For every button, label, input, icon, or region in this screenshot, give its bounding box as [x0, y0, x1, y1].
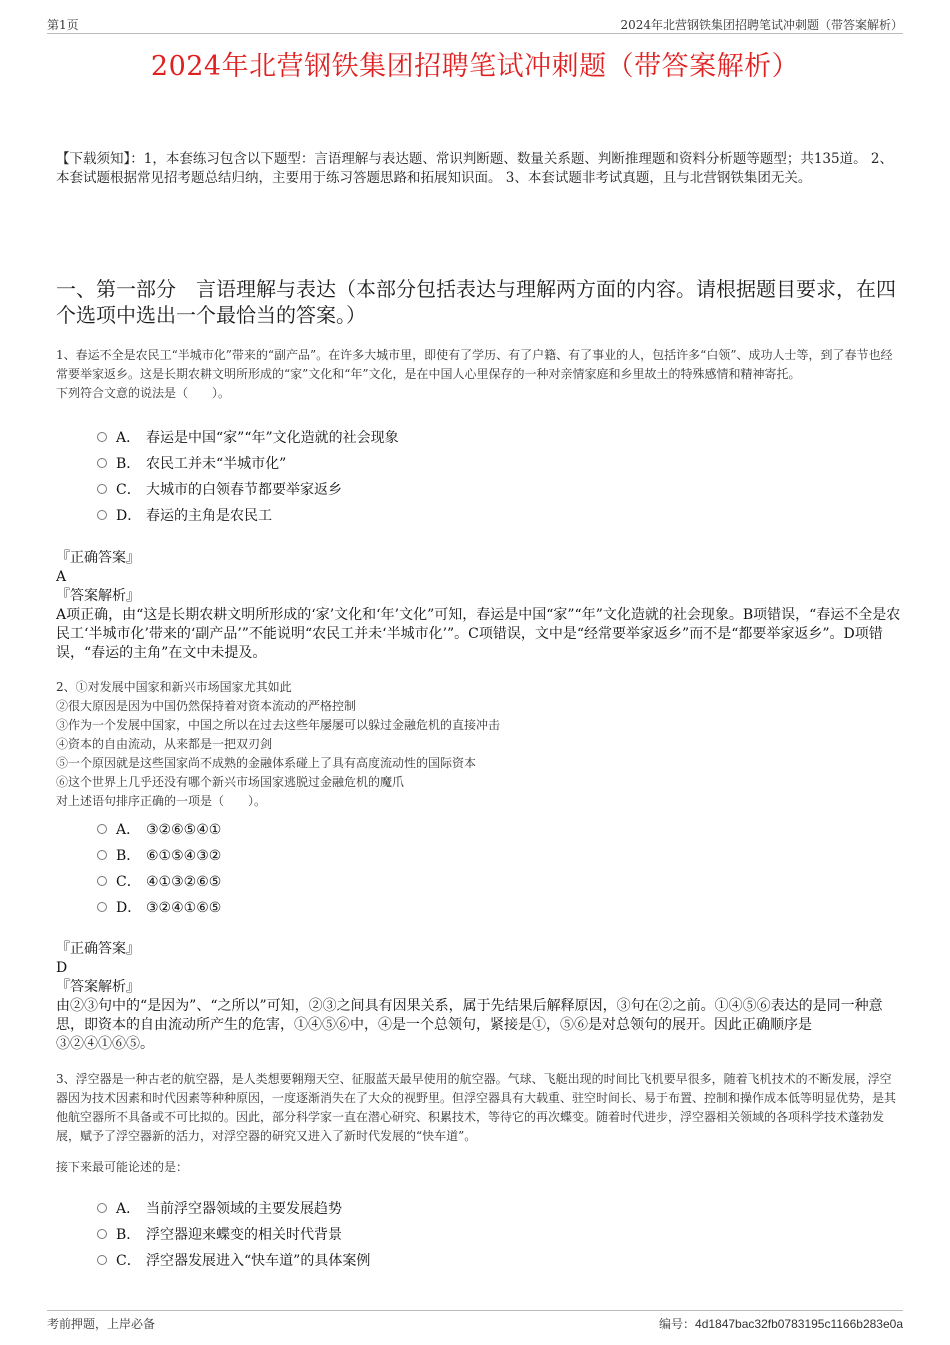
correct-answer: A	[56, 569, 67, 585]
option-b[interactable]: B． ⑥①⑤④③②	[97, 843, 221, 869]
question-3-text: 3、浮空器是一种古老的航空器，是人类想要翱翔天空、征服蓝天最早使用的航空器。气球、飞艇出现的时间比飞机要早很多，随着飞机技术的不断发展，浮空器因为技术因素和时代因素等种种原因，一度逐渐消失在了大众的视野里。但浮空器具有大载重、驻空时间长、易于布置、控制和操作成本低等明显优势，是其他航空器所不具备或不可比拟的。因此，部分科学家一直在潜心研究、积累技术，等待它的再次蝶变。随着时代进步，浮空器相关领域的各项科学技术蓬勃发展，赋予了浮空器新的活力，对浮空器的研究又进入了新时代发展的“快车道”。	[56, 1072, 897, 1143]
radio-icon[interactable]	[97, 510, 107, 520]
page-header	[47, 14, 903, 34]
section-heading: 一、第一部分 言语理解与表达（本部分包括表达与理解两方面的内容。请根据题目要求，在四个选项中选出一个最恰当的答案。）	[56, 277, 896, 327]
page-number: 第1页	[47, 18, 79, 32]
option-d[interactable]: D． ③②④①⑥⑤	[97, 895, 221, 921]
footer-slogan: 考前押题，上岸必备	[47, 1317, 156, 1331]
page-footer	[47, 1310, 903, 1331]
question-3-options	[97, 1196, 370, 1274]
radio-icon[interactable]	[97, 458, 107, 468]
analysis-label: 『答案解析』	[56, 588, 140, 604]
question-3	[56, 1070, 901, 1177]
footer-code	[659, 1315, 903, 1332]
radio-icon[interactable]	[97, 1203, 107, 1213]
question-2-line: ⑤一个原因就是这些国家尚不成熟的金融体系碰上了具有高度流动性的国际资本	[56, 756, 477, 770]
analysis-text: 由②③句中的“是因为”、“之所以”可知，②③之间具有因果关系，属于先结果后解释原因，③句在②之前。①④⑤⑥表达的是同一种意思，即资本的自由流动所产生的危害，①④⑤⑥中，④是一个总领句，紧接是①，⑤⑥是对总领句的展开。因此正确顺序是③②④①⑥⑤。	[56, 998, 883, 1052]
correct-answer-label: 『正确答案』	[56, 550, 140, 566]
option-c[interactable]: C． 浮空器发展进入“快车道”的具体案例	[97, 1248, 370, 1274]
analysis-label: 『答案解析』	[56, 979, 140, 995]
option-d[interactable]: D． 春运的主角是农民工	[97, 503, 399, 529]
correct-answer-label: 『正确答案』	[56, 941, 140, 957]
question-2	[56, 678, 901, 811]
question-1-answer	[56, 549, 901, 663]
question-1	[56, 346, 901, 403]
analysis-text: A项正确，由“这是长期农耕文明所形成的‘家’文化和‘年’文化”可知，春运是中国“家”“年”文化造就的社会现象。B项错误，“春运不全是农民工‘半城市化’带来的‘副产品’”不能说明“农民工并未‘半城市化’”。C项错误，文中是“经常要举家返乡”而不是“都要举家返乡”。D项错误，“春运的主角”在文中未提及。	[56, 607, 901, 661]
question-2-line: ③作为一个发展中国家，中国之所以在过去这些年屡屡可以躲过金融危机的直接冲击	[56, 718, 501, 732]
option-c[interactable]: C． ④①③②⑥⑤	[97, 869, 221, 895]
radio-icon[interactable]	[97, 850, 107, 860]
radio-icon[interactable]	[97, 1255, 107, 1265]
radio-icon[interactable]	[97, 484, 107, 494]
radio-icon[interactable]	[97, 902, 107, 912]
question-3-prompt: 接下来最可能论述的是：	[56, 1160, 189, 1174]
question-2-line: ⑥这个世界上几乎还没有哪个新兴市场国家逃脱过金融危机的魔爪	[56, 775, 405, 789]
question-2-line: ④资本的自由流动，从来都是一把双刃剑	[56, 737, 273, 751]
radio-icon[interactable]	[97, 432, 107, 442]
page-title: 2024年北营钢铁集团招聘笔试冲刺题（带答案解析）	[150, 51, 800, 82]
question-2-answer	[56, 940, 901, 1054]
radio-icon[interactable]	[97, 824, 107, 834]
correct-answer: D	[56, 960, 68, 976]
question-2-line: 2、①对发展中国家和新兴市场国家尤其如此	[56, 680, 292, 694]
radio-icon[interactable]	[97, 876, 107, 886]
option-a[interactable]: A． 当前浮空器领域的主要发展趋势	[97, 1196, 370, 1222]
footer-code-label: 编号：	[659, 1317, 696, 1331]
footer-code-value: 4d1847bac32fb0783195c1166b283e0a	[695, 1317, 903, 1331]
option-b[interactable]: B． 农民工并未“半城市化”	[97, 451, 399, 477]
question-2-line: ②很大原因是因为中国仍然保持着对资本流动的严格控制	[56, 699, 357, 713]
question-2-options	[97, 817, 221, 921]
question-1-text: 1、春运不全是农民工“半城市化”带来的“副产品”。在许多大城市里，即使有了学历、有了户籍、有了事业的人，包括许多“白领”、成功人士等，到了春节也经常要举家返乡。这是长期农耕文明所形成的“家”文化和“年”文化，是在中国人心里保存的一种对亲情家庭和乡里故土的特殊感情和精神寄托。	[56, 348, 893, 381]
question-1-prompt: 下列符合文意的说法是（ ）。	[56, 386, 231, 400]
option-a[interactable]: A． ③②⑥⑤④①	[97, 817, 221, 843]
option-c[interactable]: C． 大城市的白领春节都要举家返乡	[97, 477, 399, 503]
question-2-prompt: 对上述语句排序正确的一项是（ ）。	[56, 794, 267, 808]
option-b[interactable]: B． 浮空器迎来蝶变的相关时代背景	[97, 1222, 370, 1248]
radio-icon[interactable]	[97, 1229, 107, 1239]
download-notice: 【下载须知】：1，本套练习包含以下题型：言语理解与表达题、常识判断题、数量关系题、判断推理题和资料分析题等题型；共135道。 2、本套试题根据常见招考题总结归纳，主要用于练习答题思路和拓展知识面。 3、本套试题非考试真题，且与北营钢铁集团无关。	[56, 151, 893, 186]
question-1-options	[97, 425, 399, 529]
header-doc-title: 2024年北营钢铁集团招聘笔试冲刺题（带答案解析）	[620, 18, 903, 32]
option-a[interactable]: A． 春运是中国“家”“年”文化造就的社会现象	[97, 425, 399, 451]
